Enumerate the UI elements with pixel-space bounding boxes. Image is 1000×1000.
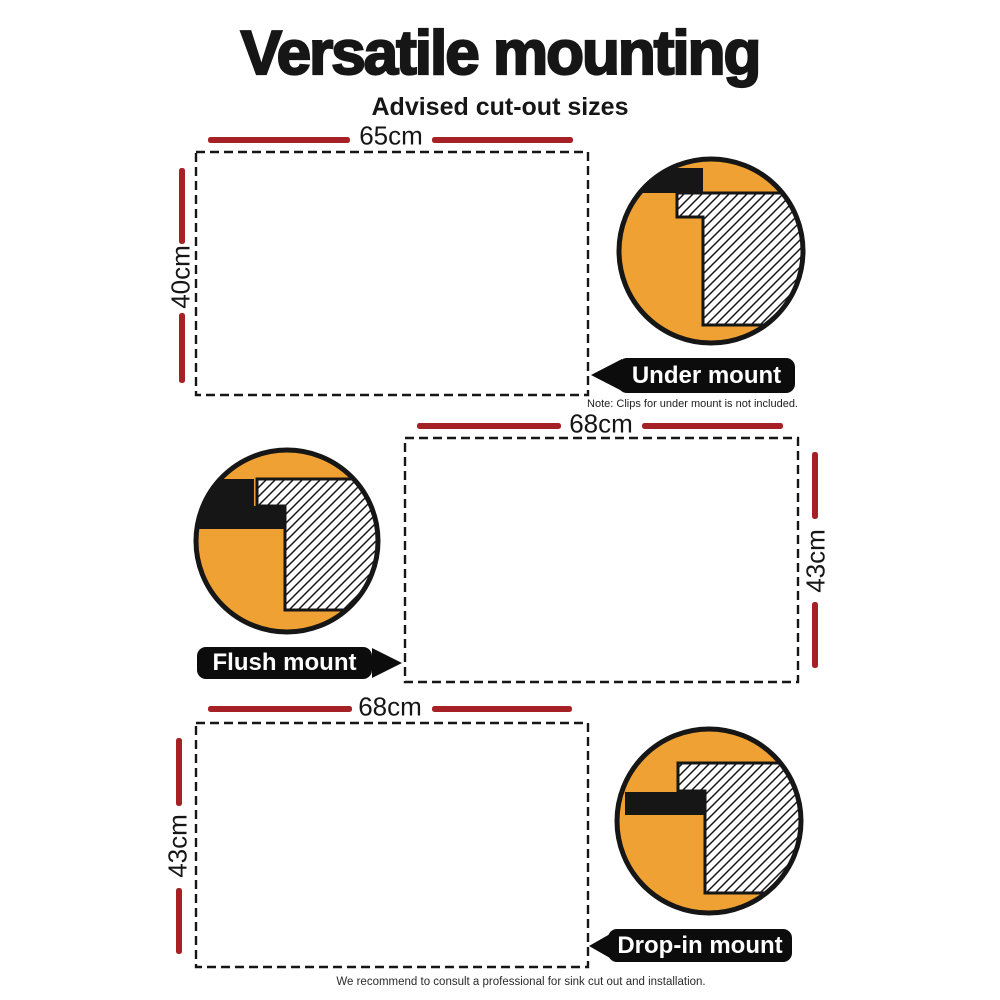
cutout-width-label-flush-mount: 68cm (569, 408, 633, 439)
dimension-line (812, 452, 818, 519)
dimension-line (642, 423, 783, 429)
arrow-right-icon (372, 648, 402, 678)
sink-rim-bar (625, 792, 704, 815)
dimension-line (432, 137, 573, 143)
under-mount-label: Under mount (631, 361, 782, 389)
cutout-rect-under-mount (196, 152, 588, 395)
flush-mount-label: Flush mount (212, 649, 357, 676)
dimension-line (812, 602, 818, 668)
under-mount-label-pill (618, 358, 795, 393)
footer-disclaimer: We recommend to consult a professional for sink cut out and installation. (336, 976, 706, 988)
dimension-line (176, 738, 182, 806)
cutout-width-label-drop-in-mount: 68cm (358, 691, 422, 722)
dimension-line (432, 706, 572, 712)
dimension-line (179, 168, 185, 244)
cutout-rect-drop-in-mount (196, 723, 588, 967)
drop-in-mount-label-pill (608, 929, 792, 962)
flush-mount-cross-section-icon (186, 446, 392, 636)
cutout-width-label-under-mount: 65cm (359, 120, 423, 151)
flush-mount-label-pill (197, 647, 372, 679)
cutout-height-label-under-mount: 40cm (165, 245, 196, 309)
cutout-rect-flush-mount (405, 438, 798, 682)
dimension-line (208, 137, 350, 143)
dimension-line (179, 313, 185, 383)
drop-in-mount-cross-section-icon (613, 725, 813, 917)
under-mount-cross-section-icon (615, 155, 815, 347)
cutout-height-label-flush-mount: 43cm (800, 529, 831, 593)
cutout-height-label-drop-in-mount: 43cm (162, 814, 193, 878)
page-title: Versatile mounting (240, 19, 760, 88)
dimension-line (176, 888, 182, 954)
dimension-line (417, 423, 561, 429)
dimension-line (208, 706, 352, 712)
page-subtitle: Advised cut-out sizes (371, 93, 629, 121)
under-mount-clips-note: Note: Clips for under mount is not included. (587, 398, 798, 410)
drop-in-mount-label: Drop-in mount (617, 931, 783, 959)
